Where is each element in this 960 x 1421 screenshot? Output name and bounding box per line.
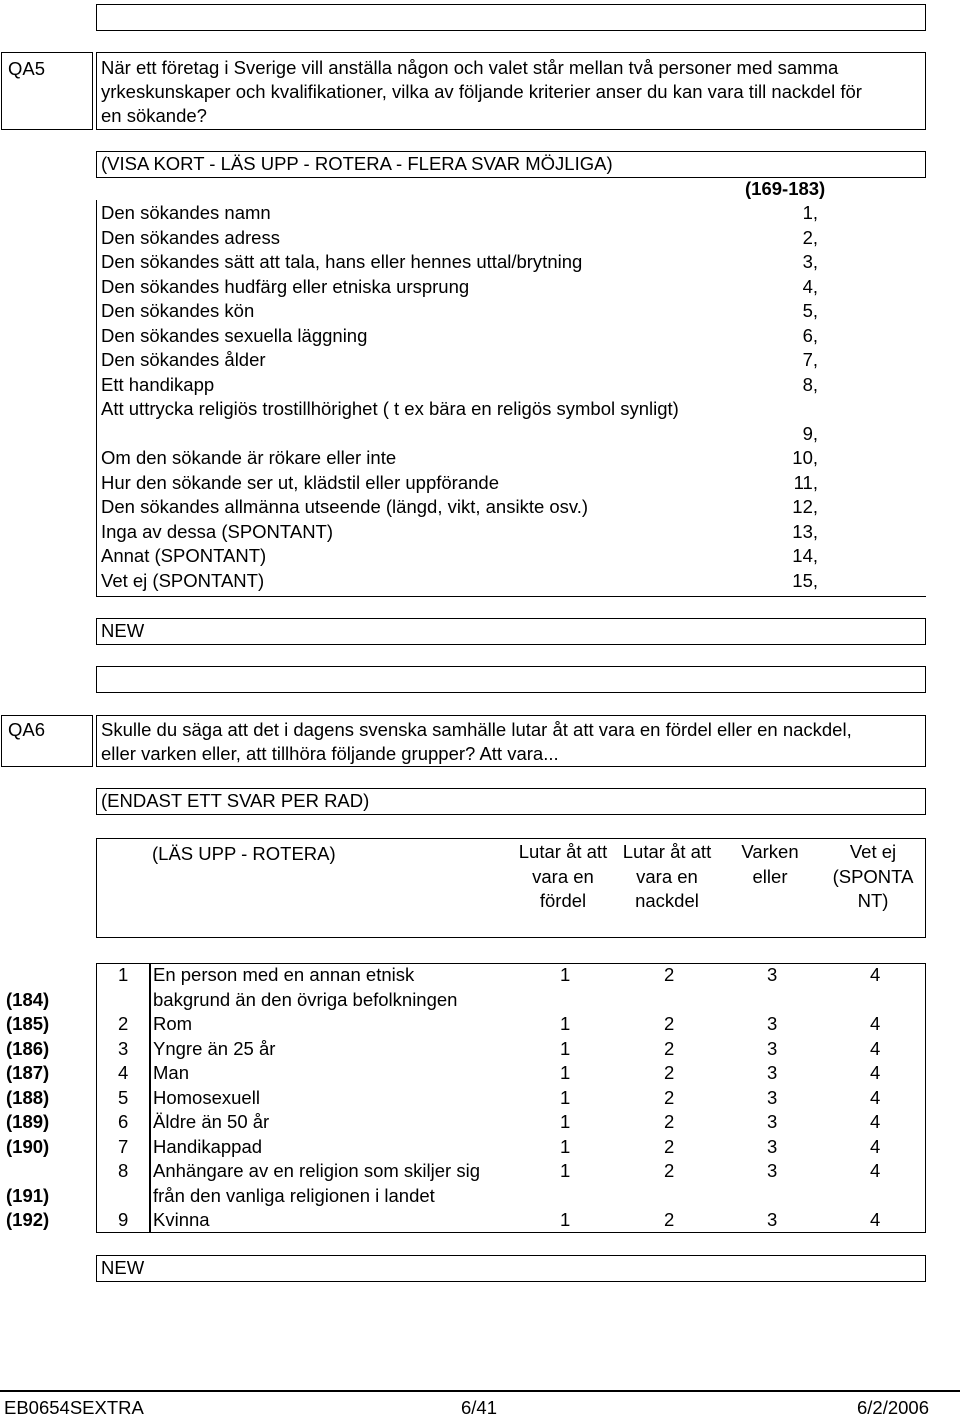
qa6-row-number: 8 bbox=[118, 1160, 129, 1181]
qa6-row-label: från den vanliga religionen i landet bbox=[153, 1184, 435, 1206]
qa6-row-label: bakgrund än den övriga befolkningen bbox=[153, 988, 458, 1010]
qa6-row-number: 7 bbox=[118, 1135, 129, 1157]
qa6-row-label: Yngre än 25 år bbox=[153, 1037, 276, 1059]
qa6-table-instruction: (LÄS UPP - ROTERA) bbox=[152, 843, 336, 864]
qa6-answer-code: 1 bbox=[560, 1086, 571, 1108]
qa6-row-number: 2 bbox=[118, 1013, 129, 1034]
qa6-row-number: 3 bbox=[118, 1037, 129, 1059]
qa6-rows-divider bbox=[149, 963, 151, 1233]
qa6-answer-code: 2 bbox=[664, 1037, 675, 1059]
mid-empty-box bbox=[96, 666, 926, 693]
qa5-question-line-1: När ett företag i Sverige vill anställa någon och valet står mellan två personer med samma bbox=[101, 57, 839, 78]
qa6-answer-code: 3 bbox=[767, 964, 778, 985]
qa5-option-label: Den sökandes hudfärg eller etniska ursprung bbox=[101, 275, 470, 297]
qa5-option-code: 12, bbox=[792, 496, 818, 517]
qa6-answer-code: 3 bbox=[767, 1135, 778, 1157]
qa5-option-code: 4, bbox=[802, 275, 818, 297]
qa5-option-label: Vet ej (SPONTANT) bbox=[101, 569, 265, 591]
qa6-row-code: (187) bbox=[6, 1062, 50, 1083]
qa6-new-label: NEW bbox=[101, 1257, 145, 1278]
qa5-option-code: 13, bbox=[792, 520, 818, 542]
qa6-row-number: 9 bbox=[118, 1209, 129, 1230]
qa5-option-label: Den sökandes kön bbox=[101, 300, 255, 321]
qa6-row-number: 6 bbox=[118, 1111, 129, 1132]
qa6-row-label: Man bbox=[153, 1062, 189, 1083]
qa6-answer-code: 1 bbox=[560, 964, 571, 985]
qa6-row-number: 4 bbox=[118, 1062, 129, 1083]
qa6-row-number: 5 bbox=[118, 1086, 129, 1108]
qa6-answer-code: 2 bbox=[664, 1209, 675, 1230]
qa6-answer-code: 2 bbox=[664, 1135, 675, 1157]
qa5-option-code: 9, bbox=[802, 422, 818, 444]
qa6-answer-code: 3 bbox=[767, 1111, 778, 1132]
qa5-option-code: 14, bbox=[792, 545, 818, 566]
qa6-column-header: nackdel bbox=[635, 890, 699, 911]
qa6-row-code: (185) bbox=[6, 1013, 50, 1034]
qa6-column-header: Lutar åt att bbox=[518, 841, 608, 862]
qa6-answer-code: 1 bbox=[560, 1160, 571, 1181]
qa6-column-header: vara en bbox=[636, 865, 698, 887]
qa5-option-label: Den sökandes allmänna utseende (längd, vikt, ansikte osv.) bbox=[101, 496, 589, 517]
qa6-answer-code: 3 bbox=[767, 1209, 778, 1230]
qa5-option-label: Den sökandes sexuella läggning bbox=[101, 324, 368, 346]
qa6-answer-code: 4 bbox=[870, 1062, 881, 1083]
qa5-option-label: Inga av dessa (SPONTANT) bbox=[101, 520, 334, 542]
qa5-option-code: 10, bbox=[792, 447, 818, 468]
qa6-row-label: Rom bbox=[153, 1013, 193, 1034]
qa5-new-box bbox=[96, 618, 926, 645]
qa6-answer-code: 4 bbox=[870, 1135, 881, 1157]
qa6-answer-code: 1 bbox=[560, 1135, 571, 1157]
qa5-new-label: NEW bbox=[101, 620, 145, 641]
qa6-id: QA6 bbox=[8, 719, 46, 740]
qa5-option-label: Ett handikapp bbox=[101, 373, 215, 395]
qa5-option-label: Om den sökande är rökare eller inte bbox=[101, 447, 397, 468]
qa5-option-code: 2, bbox=[802, 226, 818, 248]
qa5-option-code: 15, bbox=[792, 569, 818, 591]
qa6-row-number: 1 bbox=[118, 964, 129, 985]
qa6-row-code: (188) bbox=[6, 1086, 50, 1108]
footer-rule bbox=[0, 1390, 960, 1392]
qa5-option-code: 1, bbox=[802, 202, 818, 223]
qa5-instruction: (VISA KORT - LÄS UPP - ROTERA - FLERA SVAR MÖJLIGA) bbox=[101, 153, 613, 174]
top-empty-box bbox=[96, 4, 926, 31]
qa6-answer-code: 2 bbox=[664, 964, 675, 985]
qa5-id-box bbox=[1, 52, 93, 130]
qa6-column-header: fördel bbox=[539, 890, 587, 911]
qa5-id: QA5 bbox=[8, 58, 46, 79]
qa6-row-label: Anhängare av en religion som skiljer sig bbox=[153, 1160, 481, 1181]
qa6-column-header: vara en bbox=[532, 865, 594, 887]
qa6-question-line-1: Skulle du säga att det i dagens svenska samhälle lutar åt att vara en fördel eller en nackdel, bbox=[101, 719, 852, 740]
qa6-question-line-2: eller varken eller, att tillhöra följande grupper? Att vara... bbox=[101, 743, 559, 764]
qa6-column-header: Varken bbox=[741, 841, 799, 862]
qa6-answer-code: 4 bbox=[870, 1013, 881, 1034]
qa5-question-box bbox=[96, 52, 926, 130]
qa6-row-code: (190) bbox=[6, 1135, 50, 1157]
qa6-row-code: (186) bbox=[6, 1037, 50, 1059]
qa5-option-code: 7, bbox=[802, 349, 818, 370]
qa6-row-code: (184) bbox=[6, 988, 50, 1010]
qa6-row-code: (189) bbox=[6, 1111, 50, 1132]
qa6-answer-code: 1 bbox=[560, 1062, 571, 1083]
qa5-option-label: Att uttrycka religiös trostillhörighet ( t ex bära en religös symbol synligt) bbox=[101, 398, 679, 419]
qa5-option-code: 11, bbox=[793, 471, 818, 493]
footer-date: 6/2/2006 bbox=[857, 1397, 930, 1418]
qa6-answer-code: 4 bbox=[870, 1209, 881, 1230]
qa5-option-label: Hur den sökande ser ut, klädstil eller uppförande bbox=[101, 471, 499, 493]
qa6-answer-code: 4 bbox=[870, 1037, 881, 1059]
qa6-answer-code: 1 bbox=[560, 1209, 571, 1230]
qa6-row-label: Äldre än 50 år bbox=[153, 1111, 270, 1132]
qa6-instruction-box bbox=[96, 788, 926, 815]
qa6-column-header: (SPONTA bbox=[832, 865, 914, 887]
qa5-option-label: Den sökandes adress bbox=[101, 226, 280, 248]
qa6-row-label: En person med en annan etnisk bbox=[153, 964, 415, 985]
qa6-answer-code: 4 bbox=[870, 1086, 881, 1108]
qa6-row-code: (191) bbox=[6, 1184, 50, 1206]
qa5-question-line-2: yrkeskunskaper och kvalifikationer, vilka av följande kriterier anser du kan vara till nackdel för bbox=[101, 81, 862, 102]
qa5-option-code: 8, bbox=[802, 373, 818, 395]
qa6-row-label: Homosexuell bbox=[153, 1086, 260, 1108]
qa6-answer-code: 3 bbox=[767, 1062, 778, 1083]
qa6-row-code: (192) bbox=[6, 1209, 50, 1230]
footer-doc-id: EB0654SEXTRA bbox=[4, 1397, 144, 1418]
qa5-option-code: 6, bbox=[802, 324, 818, 346]
qa5-code-range: (169-183) bbox=[745, 178, 826, 199]
qa6-answer-code: 3 bbox=[767, 1013, 778, 1034]
qa6-answer-code: 2 bbox=[664, 1160, 675, 1181]
qa6-column-header: Lutar åt att bbox=[622, 841, 712, 862]
qa6-id-box bbox=[1, 715, 93, 767]
qa6-answer-code: 2 bbox=[664, 1062, 675, 1083]
qa5-option-label: Den sökandes sätt att tala, hans eller hennes uttal/brytning bbox=[101, 251, 583, 272]
qa5-option-label: Annat (SPONTANT) bbox=[101, 545, 267, 566]
qa6-answer-code: 2 bbox=[664, 1086, 675, 1108]
qa5-option-code: 3, bbox=[802, 251, 818, 272]
qa6-answer-code: 3 bbox=[767, 1086, 778, 1108]
qa6-column-header: eller bbox=[752, 865, 788, 887]
qa5-option-code: 5, bbox=[802, 300, 818, 321]
qa5-instruction-box bbox=[96, 151, 926, 178]
qa6-answer-code: 3 bbox=[767, 1160, 778, 1181]
qa6-new-box bbox=[96, 1255, 926, 1282]
qa6-answer-code: 4 bbox=[870, 1111, 881, 1132]
footer-page: 6/41 bbox=[461, 1397, 498, 1418]
qa6-answer-code: 4 bbox=[870, 1160, 881, 1181]
qa6-column-header: NT) bbox=[857, 890, 889, 911]
qa6-row-label: Kvinna bbox=[153, 1209, 210, 1230]
qa6-answer-code: 2 bbox=[664, 1111, 675, 1132]
qa5-option-label: Den sökandes ålder bbox=[101, 349, 266, 370]
qa6-answer-code: 1 bbox=[560, 1111, 571, 1132]
qa5-option-label: Den sökandes namn bbox=[101, 202, 271, 223]
qa6-question-box bbox=[96, 715, 926, 767]
qa6-answer-code: 2 bbox=[664, 1013, 675, 1034]
qa6-answer-code: 1 bbox=[560, 1037, 571, 1059]
qa5-question-line-3: en sökande? bbox=[101, 105, 207, 126]
qa6-column-header: Vet ej bbox=[849, 841, 897, 862]
qa6-instruction: (ENDAST ETT SVAR PER RAD) bbox=[101, 790, 370, 811]
qa6-row-label: Handikappad bbox=[153, 1135, 263, 1157]
qa6-answer-code: 4 bbox=[870, 964, 881, 985]
qa6-answer-code: 3 bbox=[767, 1037, 778, 1059]
qa6-answer-code: 1 bbox=[560, 1013, 571, 1034]
